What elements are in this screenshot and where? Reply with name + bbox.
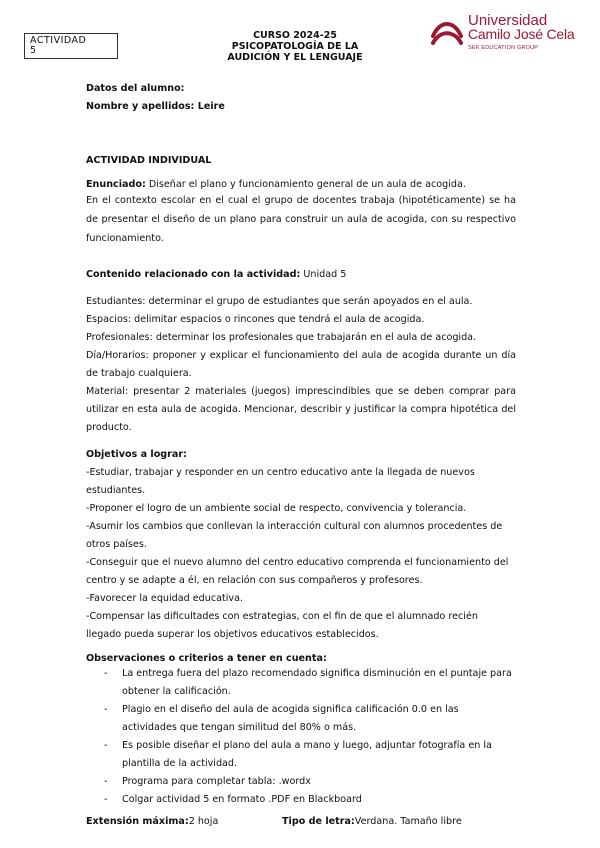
observations-list: [86, 665, 516, 809]
university-logo: [430, 12, 590, 60]
observation-item: - La entrega fuera del plazo recomendado significa disminución en el puntaje para obtener la calificación.: [86, 665, 516, 701]
observation-item: - Es posible diseñar el plano del aula a mano y luego, adjuntar fotografía en la plantilla de la actividad.: [86, 737, 516, 773]
content-label: Contenido relacionado con la actividad:: [86, 269, 301, 280]
enunciado-label: Enunciado:: [86, 179, 146, 190]
course-title: [200, 30, 390, 63]
font-info: [282, 816, 462, 827]
logo-name-text: Camilo José Cela: [468, 26, 575, 42]
objective-item: -Proponer el logro de un ambiente social de respecto, convivencia y tolerancia.: [86, 503, 467, 514]
objective-item: -Conseguir que el nuevo alumno del centro educativo comprenda el funcionamiento del centro y se adapte a él, en relación con sus compañeros y profesores.: [86, 557, 509, 586]
content-related: [86, 266, 516, 284]
document-footer: [86, 816, 516, 827]
extension-info: [86, 816, 282, 827]
student-name: Nombre y apellidos: Leire: [86, 101, 225, 112]
observation-item: - Plagio en el diseño del aula de acogida significa calificación 0.0 en las actividades que tengan similitud del 80% o más.: [86, 701, 516, 737]
content-item: Espacios: delimitar espacios o rincones que tendrá el aula de acogida.: [86, 314, 425, 325]
content-item: Estudiantes: determinar el grupo de estudiantes que serán apoyados en el aula.: [86, 296, 473, 307]
font-value: Verdana. Tamaño libre: [354, 816, 462, 827]
student-data-title: Datos del alumno:: [86, 83, 185, 94]
activity-context: En el contexto escolar en el cual el grupo de docentes trabaja (hipotéticamente) se ha de presentar el diseño de un plano para construir un aula de acogida, con su respectivo funcionamiento.: [86, 195, 516, 244]
logo-subtitle: SEK EDUCATION GROUP: [468, 45, 539, 51]
content-item: Día/Horarios: proponer y explicar el funcionamiento del aula de acogida durante un día de trabajo cualquiera.: [86, 350, 516, 379]
course-subject-line1: PSICOPATOLOGÍA DE LA: [231, 41, 359, 52]
logo-emblem-icon: [430, 16, 464, 46]
enunciado: [86, 179, 516, 191]
font-label: Tipo de letra:: [282, 816, 355, 827]
objective-item: -Compensar las dificultades con estrategias, con el fin de que el alumnado recién llegado pueda superar los objetivos educativos establecidos.: [86, 611, 478, 640]
objective-item: -Favorecer la equidad educativa.: [86, 593, 244, 604]
observation-item: - Programa para completar tabla: .wordx: [86, 773, 516, 791]
document-body: [86, 80, 516, 809]
objective-item: -Estudiar, trabajar y responder en un centro educativo ante la llegada de nuevos estudiantes.: [86, 467, 475, 496]
enunciado-text: Diseñar el plano y funcionamiento general de un aula de acogida.: [145, 179, 466, 190]
extension-value: 2 hoja: [188, 816, 219, 827]
course-subject-line2: AUDICIÓN Y EL LENGUAJE: [227, 52, 363, 63]
content-item: Material: presentar 2 materiales (juegos) imprescindibles que se deben comprar para utilizar en esta aula de acogida. Mencionar, describir y justificar la compra hipotética del producto.: [86, 386, 516, 433]
observations-title: Observaciones o criterios a tener en cuenta:: [86, 653, 327, 664]
activity-box-number: 5: [30, 45, 37, 56]
content-item: Profesionales: determinar los profesionales que trabajarán en el aula de acogida.: [86, 332, 477, 343]
course-year: CURSO 2024-25: [253, 30, 337, 41]
content-value: Unidad 5: [300, 269, 347, 280]
activity-number-box: [24, 33, 118, 59]
activity-heading: ACTIVIDAD INDIVIDUAL: [86, 155, 212, 166]
observation-item: - Colgar actividad 5 en formato .PDF en Blackboard: [86, 791, 516, 809]
extension-label: Extensión máxima:: [86, 816, 189, 827]
activity-box-label: ACTIVIDAD: [30, 35, 87, 46]
logo-university-text: Universidad: [468, 12, 548, 29]
objectives-title: Objetivos a lograr:: [86, 449, 187, 460]
objective-item: -Asumir los cambios que conllevan la interacción cultural con alumnos procedentes de otros países.: [86, 521, 503, 550]
